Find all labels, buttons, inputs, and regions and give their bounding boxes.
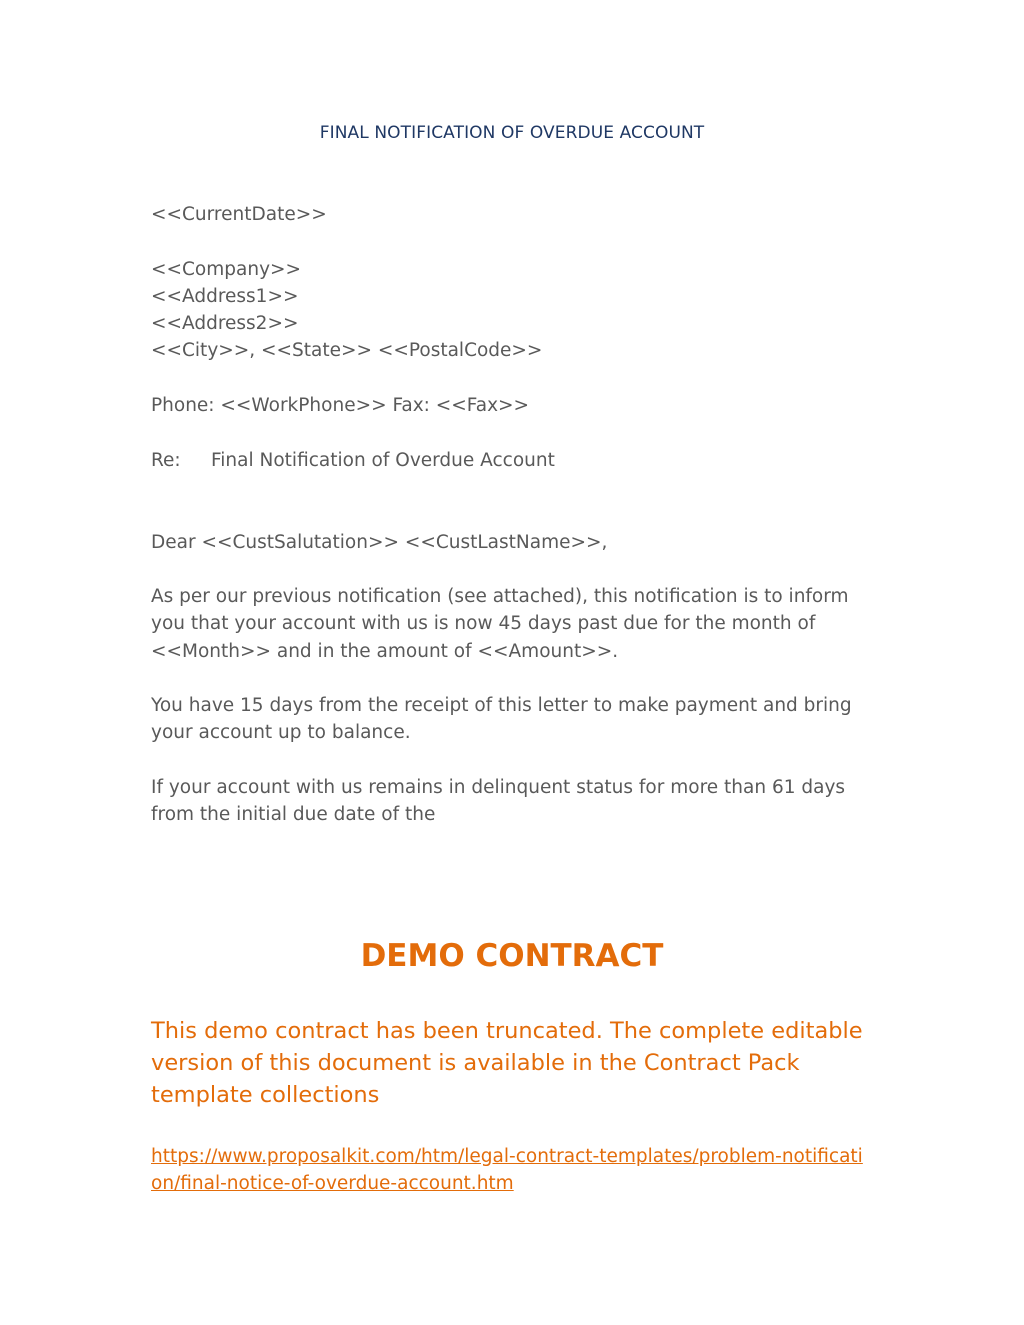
document-title: FINAL NOTIFICATION OF OVERDUE ACCOUNT — [319, 123, 705, 143]
re-label: Re: — [151, 450, 181, 471]
current-date: <<CurrentDate>> — [151, 204, 327, 225]
demo-link[interactable]: https://www.proposalkit.com/htm/legal-contract-templates/problem-notification/final-notice-of-overdue-account.htm — [151, 1146, 863, 1195]
paragraph-delinquent: If your account with us remains in delinquent status for more than 61 days from the initial due date of the — [151, 777, 846, 826]
contact-line: Phone: <<WorkPhone>> Fax: <<Fax>> — [151, 395, 530, 416]
demo-heading: DEMO CONTRACT — [360, 938, 664, 974]
re-line — [151, 447, 555, 474]
address-company: <<Company>> — [151, 259, 302, 280]
address-line-1: <<Address1>> — [151, 286, 299, 307]
address-line-2: <<Address2>> — [151, 313, 299, 334]
salutation: Dear <<CustSalutation>> <<CustLastName>>, — [151, 532, 608, 553]
demo-message: This demo contract has been truncated. The complete editable version of this document is available in the Contract Pack template collections — [151, 1018, 863, 1108]
address-city-state-zip: <<City>>, <<State>> <<PostalCode>> — [151, 340, 543, 361]
paragraph-notice: As per our previous notification (see attached), this notification is to inform you that your account with us is now 45 days past due for the month of <<Month>> and in the amount of <<Amount>>. — [151, 586, 849, 662]
re-subject: Final Notification of Overdue Account — [211, 450, 555, 471]
paragraph-deadline: You have 15 days from the receipt of this letter to make payment and bring your account up to balance. — [151, 695, 852, 744]
